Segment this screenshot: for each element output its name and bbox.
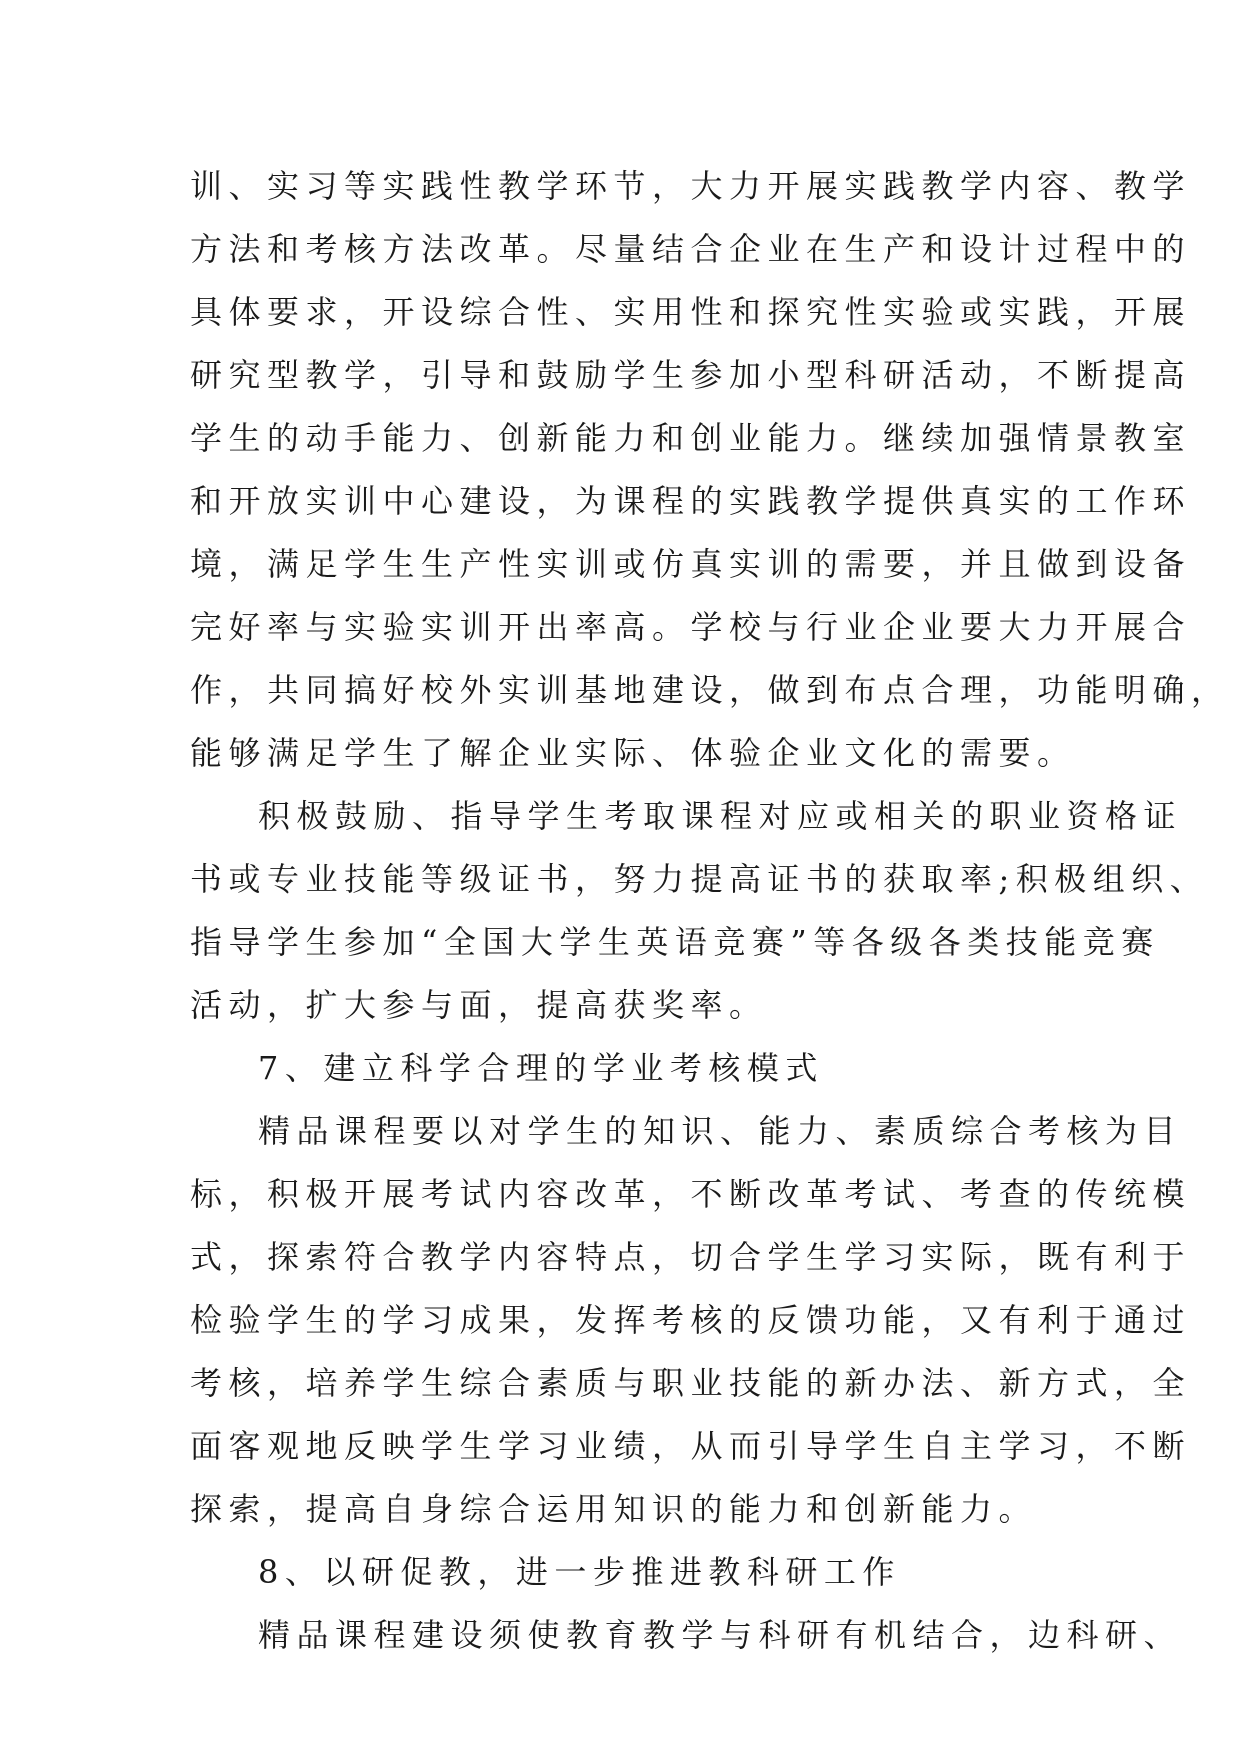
text-line: 标，积极开展考试内容改革，不断改革考试、考查的传统模 bbox=[190, 1175, 1192, 1213]
text-line: 面客观地反映学生学习业绩，从而引导学生自主学习，不断 bbox=[190, 1427, 1192, 1465]
text-line: 研究型教学，引导和鼓励学生参加小型科研活动，不断提高 bbox=[190, 356, 1192, 394]
text-line: 能够满足学生了解企业实际、体验企业文化的需要。 bbox=[190, 734, 1076, 772]
text-line: 指导学生参加“全国大学生英语竞赛”等各级各类技能竞赛 bbox=[190, 923, 1160, 961]
body-text bbox=[190, 155, 1230, 1667]
text-line: 具体要求，开设综合性、实用性和探究性实验或实践，开展 bbox=[190, 293, 1192, 331]
text-line: 方法和考核方法改革。尽量结合企业在生产和设计过程中的 bbox=[190, 230, 1192, 268]
paragraph-start-line: 积极鼓励、指导学生考取课程对应或相关的职业资格证 bbox=[258, 797, 1183, 835]
text-line: 完好率与实验实训开出率高。学校与行业企业要大力开展合 bbox=[190, 608, 1192, 646]
section-heading: 7、建立科学合理的学业考核模式 bbox=[258, 1049, 824, 1087]
section-heading: 8、以研促教，进一步推进教科研工作 bbox=[258, 1553, 901, 1591]
text-line: 和开放实训中心建设，为课程的实践教学提供真实的工作环 bbox=[190, 482, 1192, 520]
text-line: 考核，培养学生综合素质与职业技能的新办法、新方式，全 bbox=[190, 1364, 1192, 1402]
text-line: 探索，提高自身综合运用知识的能力和创新能力。 bbox=[190, 1490, 1038, 1528]
paragraph-start-line: 精品课程要以对学生的知识、能力、素质综合考核为目 bbox=[258, 1112, 1183, 1150]
text-line: 检验学生的学习成果，发挥考核的反馈功能，又有利于通过 bbox=[190, 1301, 1192, 1339]
text-line: 训、实习等实践性教学环节，大力开展实践教学内容、教学 bbox=[190, 167, 1192, 205]
paragraph-start-line: 精品课程建设须使教育教学与科研有机结合，边科研、 bbox=[258, 1616, 1183, 1654]
text-line: 作，共同搞好校外实训基地建设，做到布点合理，功能明确， bbox=[190, 671, 1230, 709]
text-line: 活动，扩大参与面，提高获奖率。 bbox=[190, 986, 768, 1024]
text-line: 书或专业技能等级证书，努力提高证书的获取率;积极组织、 bbox=[190, 860, 1209, 898]
text-line: 式，探索符合教学内容特点，切合学生学习实际，既有利于 bbox=[190, 1238, 1192, 1276]
text-line: 学生的动手能力、创新能力和创业能力。继续加强情景教室 bbox=[190, 419, 1192, 457]
text-line: 境，满足学生生产性实训或仿真实训的需要，并且做到设备 bbox=[190, 545, 1192, 583]
